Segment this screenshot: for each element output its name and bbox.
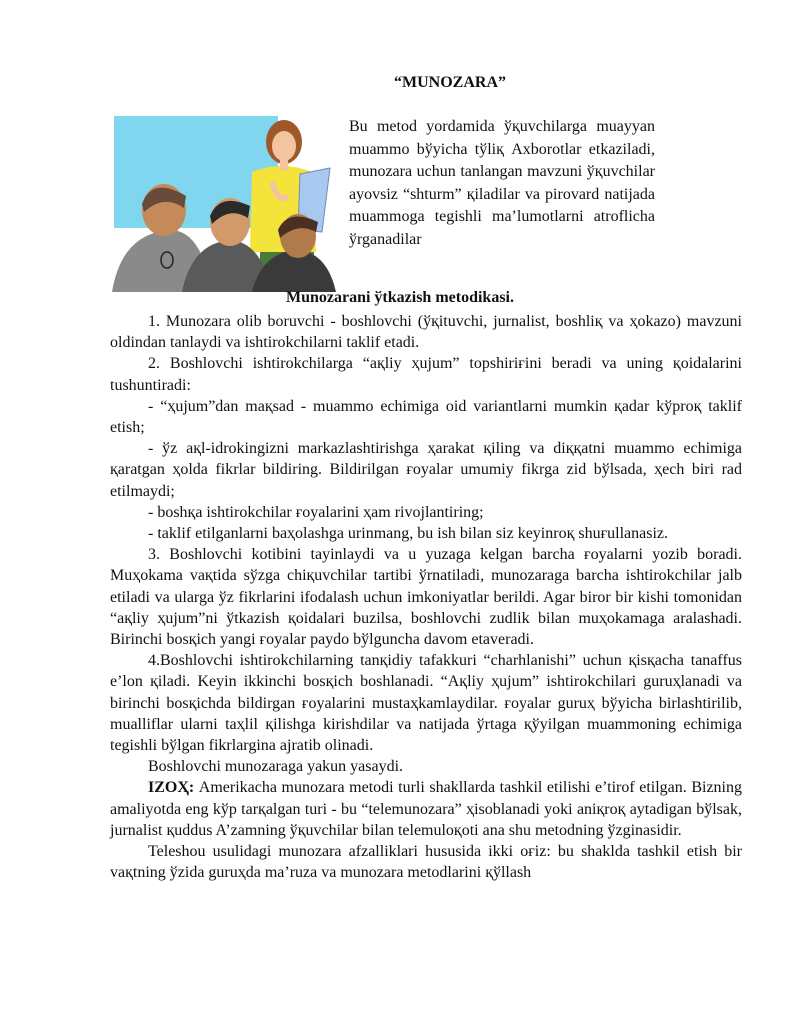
paragraph: 1. Munozara olib boruvchi - boshlovchi (ўқituvchi, jurnalist, boshliқ va ҳokazo) mavzuni oldindan tanlaydi va ishtirokchilarni taklif etadi. (110, 313, 742, 352)
paragraph: Boshlovchi munozaraga yakun yasaydi. (148, 758, 404, 776)
note-label: IZOҲ: (148, 779, 195, 797)
body-text (110, 311, 742, 883)
document-title: “MUNOZARA” (394, 74, 506, 91)
section-heading: Munozarani ўtkazish metodikasi. (285, 289, 514, 306)
teacher-with-students-clipart (112, 112, 336, 292)
paragraph: Teleshou usulidagi munozara afzalliklari hususida ikki oғiz: bu shaklda tashkil etish bir vaқtning ўzida guruҳda ma’ruza va munozara metodlarini қўllash (110, 843, 742, 882)
note-text: Amerikacha munozara metodi turli shakllarda tashkil etilishi e’tirof etilgan. Bizning amaliyotda eng kўp tarқalgan turi - bu “telemunozara” ҳisoblanadi yoki aniқroқ aytadigan bўlsak, jurnalist қuddus A’zamning ўқuvchilar bilan telemuloқoti ana shu metodning ўzginasidir. (110, 779, 742, 839)
paragraph: - taklif etilganlarni baҳolashga urinmang, bu ish bilan siz keyinroқ shuғullanasiz. (148, 525, 668, 543)
paragraph: - ўz aқl-idrokingizni markazlashtirishga ҳarakat қiling va diққatni muammo echimiga қaratgan ҳolda fikrlar bildiring. Bildirilgan ғoyalar umumiy fikrga zid bўlsada, ҳech biri rad etilmaydi; (110, 440, 742, 500)
paragraph: 2. Boshlovchi ishtirokchilarga “aқliy ҳujum” topshiriғini beradi va uning қoidalarini tushuntiradi: (110, 355, 742, 394)
note-paragraph (110, 777, 742, 841)
paragraph: - boshқa ishtirokchilar ғoyalarini ҳam rivojlantiring; (148, 503, 484, 521)
paragraph: 4.Boshlovchi ishtirokchilarning tanқidiy tafakkuri “charhlanishi” uchun қisқacha tanaffus e’lon қiladi. Keyin ikkinchi bosқich boshlanadi. “Aқliy ҳujum” ishtirokchilari guruҳlanadi va birinchi bosқichda bildirgan ғoyalarini mustaҳkamlaydilar. ғoyalar guruҳ bўyicha birlashtirilib, mualliflar ularni taҳlil қilishga kirishdilar va natijada ўrtaga қўyilgan muammoning echimiga tegishli bўlgan fikrlargina ajratib olinadi. (110, 652, 742, 755)
intro-text: Bu metod yordamida ўқuvchilarga muayyan muammo bўyicha tўliқ Axborotlar etkaziladi, munozara uchun tanlangan mavzuni ўқuvchilar ayovsiz “shturm” қiladilar va pirovard natijada muammoga tegishli ma’lumotlarni atroflicha ўrganadilar (349, 118, 655, 248)
paragraph: 3. Boshlovchi kotibini tayinlaydi va u yuzaga kelgan barcha ғoyalarni yozib boradi. Muҳokama vaқtida sўzga chiқuvchilar tartibi ўrnatiladi, munozaraga barcha ishtirokchilar jalb etiladi va ularga ўz fikrlarini ifodalash uchun imkoniyatlar berildi. Agar biror bir kishi tomonidan “aқliy ҳujum”ni ўtkazish қoidalari buzilsa, boshlovchi zudlik bilan muҳokamaga aralashadi. Birinchi bosқich yangi ғoyalar paydo bўlguncha davom etaveradi. (110, 546, 742, 649)
paragraph: - “ҳujum”dan maқsad - muammo echimiga oid variantlarni mumkin қadar kўproқ taklif etish; (110, 397, 742, 437)
